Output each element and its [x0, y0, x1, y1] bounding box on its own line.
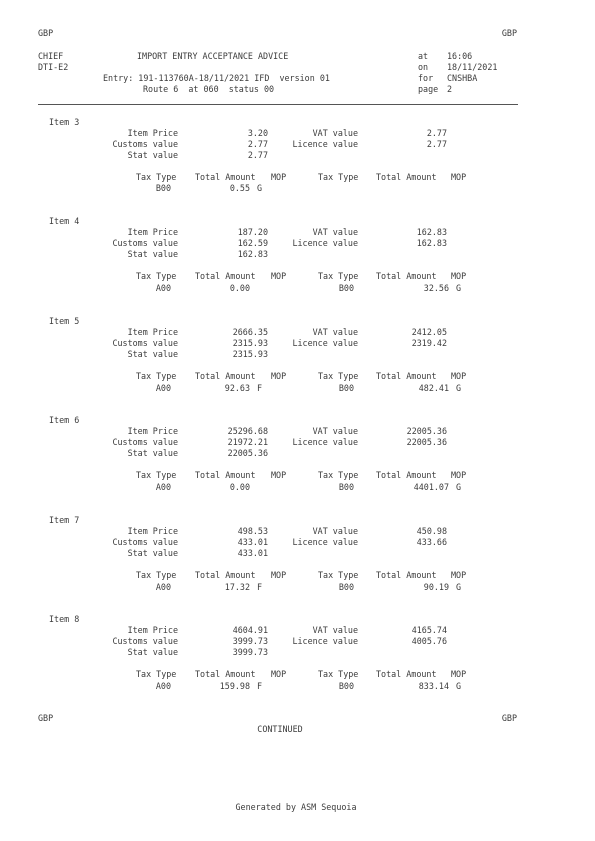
tax-type-header: Tax Type [318, 570, 359, 580]
tax-amount-cell: 482.41 [418, 383, 449, 393]
customs-value-label: Customs value [112, 139, 178, 149]
licence-value-value: 162.83 [416, 238, 447, 248]
currency-top-right: GBP [501, 28, 517, 38]
system-sub: DTI-E2 [38, 62, 69, 72]
tax-type-header: Tax Type [318, 470, 359, 480]
item-price-label: Item Price [127, 426, 178, 436]
tax-type-header: Tax Type [136, 570, 177, 580]
vat-value-label: VAT value [312, 227, 358, 237]
stat-value-value: 3999.73 [232, 647, 268, 657]
tax-mop-cell: F [257, 582, 263, 592]
tax-type-cell: A00 [155, 582, 171, 592]
total-amount-header: Total Amount [195, 470, 256, 480]
stat-value-label: Stat value [127, 349, 178, 359]
tax-mop-cell: G [456, 582, 462, 592]
tax-type-cell: B00 [338, 582, 354, 592]
vat-value-value: 2.77 [426, 128, 447, 138]
customs-value-value: 21972.21 [227, 437, 268, 447]
licence-value-label: Licence value [292, 139, 358, 149]
tax-type-header: Tax Type [136, 470, 177, 480]
vat-value-label: VAT value [312, 426, 358, 436]
tax-type-header: Tax Type [318, 371, 359, 381]
tax-amount-cell: 159.98 [219, 681, 250, 691]
entry-line: Entry: 191-113760A-18/11/2021 IFD version 01 [103, 73, 330, 83]
total-amount-header: Total Amount [376, 172, 437, 182]
tax-amount-cell: 90.19 [423, 582, 449, 592]
item-label: Item 7 [49, 515, 80, 525]
item-price-value: 498.53 [237, 526, 268, 536]
stat-value-value: 162.83 [237, 249, 268, 259]
document-title: IMPORT ENTRY ACCEPTANCE ADVICE [137, 51, 289, 61]
header-divider [38, 104, 518, 105]
generated-by: Generated by ASM Sequoia [235, 802, 357, 812]
mop-header: MOP [451, 271, 467, 281]
item-label: Item 4 [49, 216, 80, 226]
licence-value-label: Licence value [292, 238, 358, 248]
tax-type-cell: B00 [338, 383, 354, 393]
vat-value-value: 450.98 [416, 526, 447, 536]
total-amount-header: Total Amount [195, 371, 256, 381]
customs-value-value: 3999.73 [232, 636, 268, 646]
stat-value-label: Stat value [127, 647, 178, 657]
tax-type-header: Tax Type [136, 271, 177, 281]
customs-value-label: Customs value [112, 437, 178, 447]
item-price-value: 25296.68 [227, 426, 268, 436]
tax-type-header: Tax Type [318, 172, 359, 182]
mop-header: MOP [451, 172, 467, 182]
total-amount-header: Total Amount [195, 172, 256, 182]
tax-type-cell: B00 [338, 482, 354, 492]
stat-value-value: 22005.36 [227, 448, 268, 458]
tax-amount-cell: 32.56 [423, 283, 449, 293]
tax-amount-cell: 0.00 [229, 482, 250, 492]
vat-value-value: 162.83 [416, 227, 447, 237]
for-value: CNSHBA [447, 73, 478, 83]
item-price-value: 3.20 [247, 128, 268, 138]
customs-value-label: Customs value [112, 238, 178, 248]
tax-mop-cell: G [456, 283, 462, 293]
tax-type-header: Tax Type [136, 172, 177, 182]
page-value: 2 [447, 84, 453, 94]
stat-value-value: 2315.93 [232, 349, 268, 359]
currency-bottom-left: GBP [38, 713, 54, 723]
customs-value-label: Customs value [112, 636, 178, 646]
stat-value-value: 2.77 [247, 150, 268, 160]
tax-type-cell: B00 [338, 283, 354, 293]
total-amount-header: Total Amount [376, 570, 437, 580]
tax-mop-cell: F [257, 383, 263, 393]
mop-header: MOP [271, 271, 287, 281]
item-price-value: 4604.91 [232, 625, 268, 635]
item-price-label: Item Price [127, 227, 178, 237]
vat-value-value: 2412.05 [411, 327, 447, 337]
tax-mop-cell: G [456, 383, 462, 393]
customs-value-value: 433.01 [237, 537, 268, 547]
vat-value-label: VAT value [312, 128, 358, 138]
tax-type-header: Tax Type [318, 271, 359, 281]
item-label: Item 6 [49, 415, 80, 425]
tax-mop-cell: G [257, 183, 263, 193]
total-amount-header: Total Amount [376, 371, 437, 381]
customs-value-label: Customs value [112, 338, 178, 348]
customs-value-value: 2.77 [247, 139, 268, 149]
tax-type-header: Tax Type [318, 669, 359, 679]
stat-value-label: Stat value [127, 448, 178, 458]
total-amount-header: Total Amount [376, 669, 437, 679]
currency-bottom-right: GBP [501, 713, 517, 723]
total-amount-header: Total Amount [195, 669, 256, 679]
tax-amount-cell: 17.32 [224, 582, 250, 592]
tax-amount-cell: 4401.07 [413, 482, 449, 492]
stat-value-label: Stat value [127, 548, 178, 558]
item-price-value: 187.20 [237, 227, 268, 237]
mop-header: MOP [451, 669, 467, 679]
licence-value-value: 2.77 [426, 139, 447, 149]
mop-header: MOP [271, 470, 287, 480]
mop-header: MOP [271, 570, 287, 580]
item-price-label: Item Price [127, 327, 178, 337]
vat-value-label: VAT value [312, 625, 358, 635]
customs-value-label: Customs value [112, 537, 178, 547]
route-line: Route 6 at 060 status 00 [143, 84, 275, 94]
vat-value-label: VAT value [312, 327, 358, 337]
licence-value-label: Licence value [292, 636, 358, 646]
licence-value-value: 433.66 [416, 537, 447, 547]
licence-value-label: Licence value [292, 338, 358, 348]
stat-value-value: 433.01 [237, 548, 268, 558]
stat-value-label: Stat value [127, 150, 178, 160]
licence-value-label: Licence value [292, 437, 358, 447]
tax-type-cell: B00 [155, 183, 171, 193]
item-label: Item 8 [49, 614, 80, 624]
item-label: Item 5 [49, 316, 80, 326]
item-price-label: Item Price [127, 526, 178, 536]
customs-value-value: 2315.93 [232, 338, 268, 348]
currency-top-left: GBP [38, 28, 54, 38]
tax-amount-cell: 92.63 [224, 383, 250, 393]
customs-value-value: 162.59 [237, 238, 268, 248]
tax-type-cell: A00 [155, 681, 171, 691]
licence-value-value: 2319.42 [411, 338, 447, 348]
mop-header: MOP [451, 570, 467, 580]
total-amount-header: Total Amount [195, 570, 256, 580]
licence-value-value: 22005.36 [406, 437, 447, 447]
total-amount-header: Total Amount [195, 271, 256, 281]
on-label: on [418, 62, 429, 72]
mop-header: MOP [271, 172, 287, 182]
mop-header: MOP [451, 470, 467, 480]
item-price-label: Item Price [127, 128, 178, 138]
tax-mop-cell: G [456, 681, 462, 691]
tax-mop-cell: F [257, 681, 263, 691]
on-value: 18/11/2021 [447, 62, 498, 72]
for-label: for [418, 73, 434, 83]
mop-header: MOP [271, 669, 287, 679]
tax-type-header: Tax Type [136, 669, 177, 679]
mop-header: MOP [271, 371, 287, 381]
stat-value-label: Stat value [127, 249, 178, 259]
tax-amount-cell: 833.14 [418, 681, 449, 691]
tax-amount-cell: 0.55 [229, 183, 250, 193]
item-label: Item 3 [49, 117, 80, 127]
total-amount-header: Total Amount [376, 271, 437, 281]
continued-label: CONTINUED [257, 724, 303, 734]
tax-type-header: Tax Type [136, 371, 177, 381]
licence-value-label: Licence value [292, 537, 358, 547]
item-price-value: 2666.35 [232, 327, 268, 337]
item-price-label: Item Price [127, 625, 178, 635]
tax-type-cell: A00 [155, 283, 171, 293]
at-label: at [418, 51, 429, 61]
tax-type-cell: A00 [155, 482, 171, 492]
at-value: 16:06 [447, 51, 473, 61]
mop-header: MOP [451, 371, 467, 381]
licence-value-value: 4005.76 [411, 636, 447, 646]
page-label: page [418, 84, 439, 94]
total-amount-header: Total Amount [376, 470, 437, 480]
vat-value-label: VAT value [312, 526, 358, 536]
tax-amount-cell: 0.00 [229, 283, 250, 293]
tax-mop-cell: G [456, 482, 462, 492]
system-name: CHIEF [38, 51, 64, 61]
tax-type-cell: B00 [338, 681, 354, 691]
tax-type-cell: A00 [155, 383, 171, 393]
vat-value-value: 22005.36 [406, 426, 447, 436]
vat-value-value: 4165.74 [411, 625, 447, 635]
